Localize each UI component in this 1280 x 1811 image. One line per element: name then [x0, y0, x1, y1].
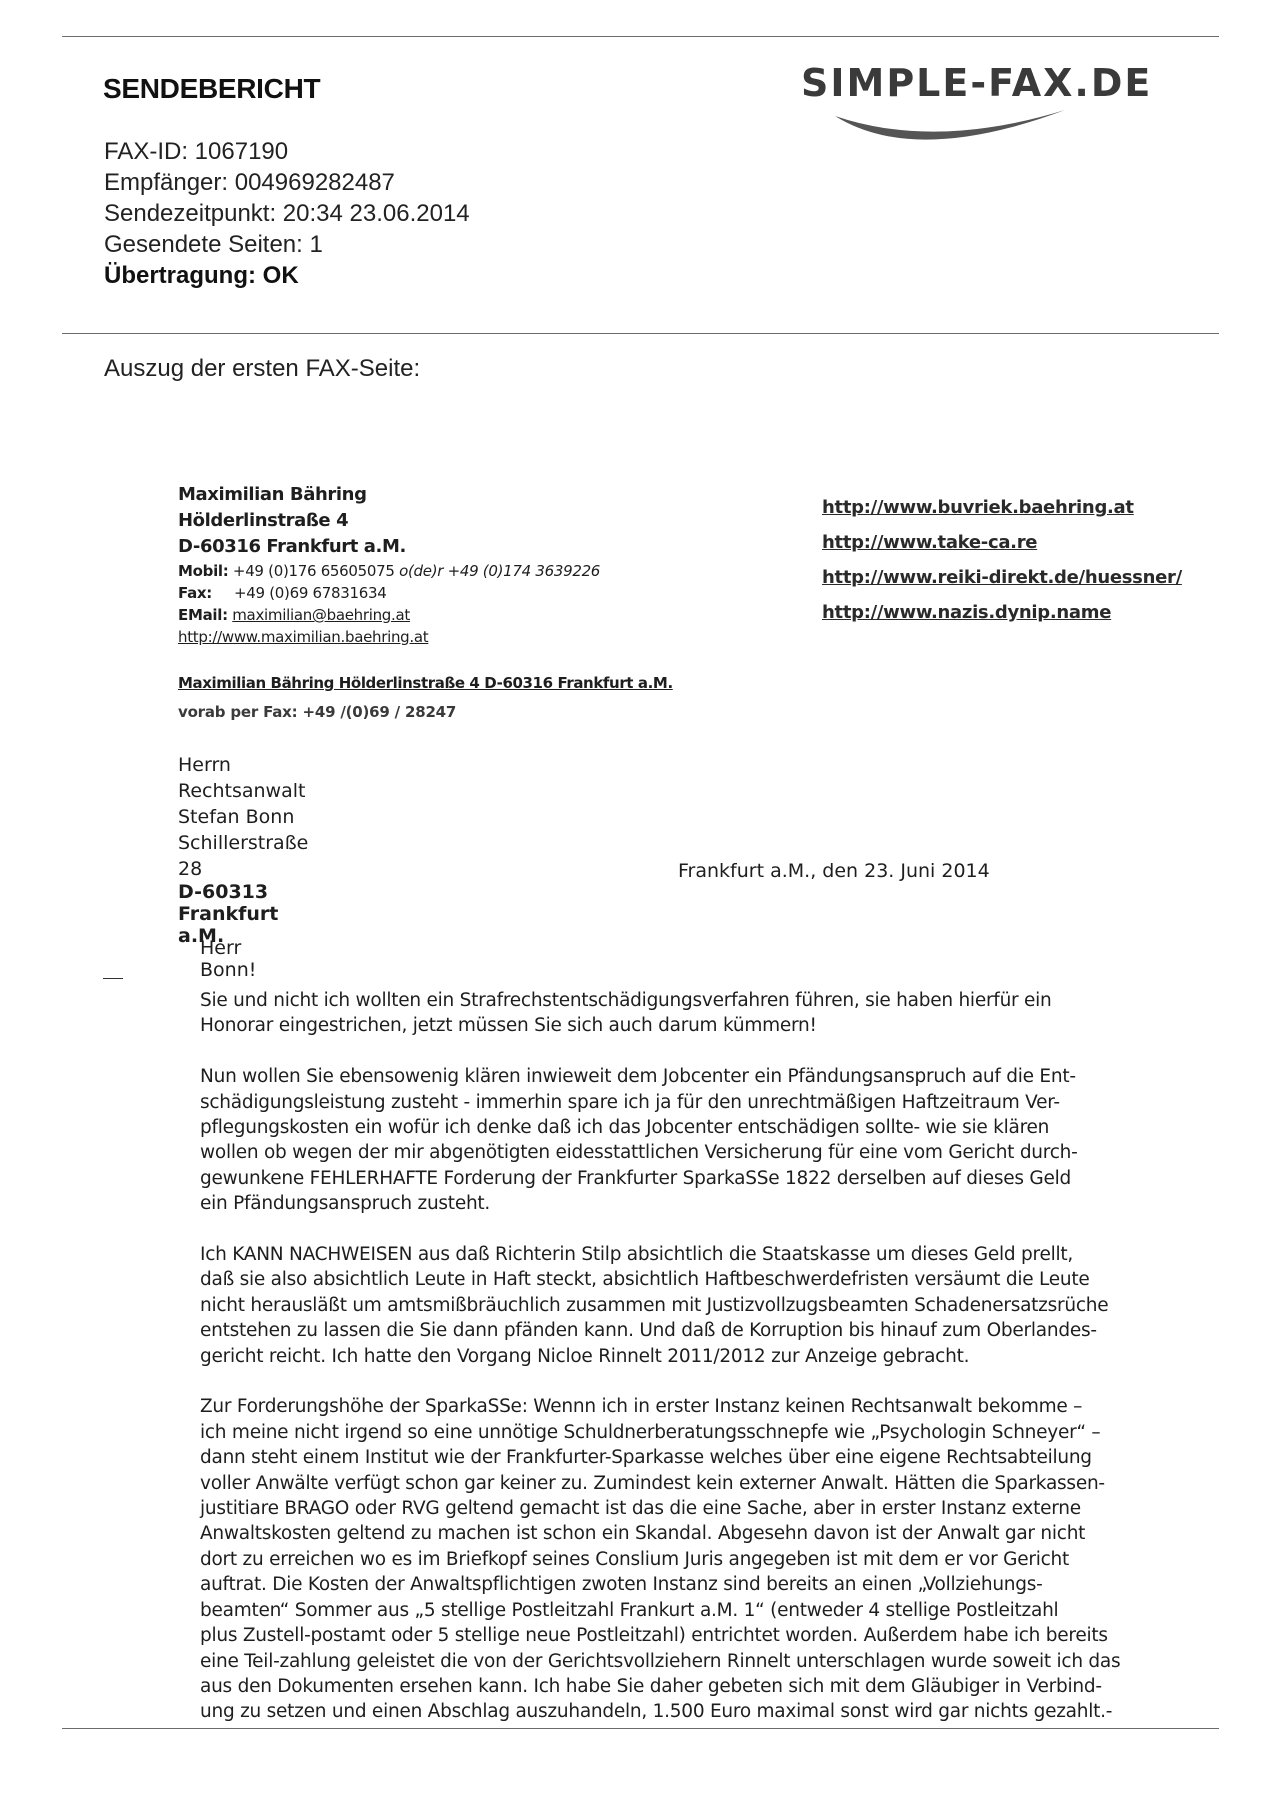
recipient-line: Herrn: [178, 754, 231, 776]
body-line: wollen ob wegen der mir abgenötigten eidesstattlichen Versicherung für eine vom Gericht durch-: [200, 1142, 1078, 1164]
middle-divider: [62, 333, 1219, 334]
body-line: Sie und nicht ich wollten ein Strafrechstentschädigungsverfahren führen, sie haben hierfür ein: [200, 990, 1052, 1011]
link-nazis-dynip[interactable]: http://www.nazis.dynip.name: [822, 602, 1112, 623]
link-reiki-direkt[interactable]: http://www.reiki-direkt.de/huessner/: [822, 567, 1182, 588]
body-paragraph: [200, 1394, 1135, 1724]
sender-city: D-60316 Frankfurt a.M.: [178, 536, 406, 557]
salutation: Herr Bonn!: [200, 937, 257, 981]
sender-name: Maximilian Bähring: [178, 484, 367, 505]
sender-mobile: Mobil: +49 (0)176 65605075 o(de)r +49 (0)174 3639226: [178, 562, 601, 580]
fax-id: FAX-ID: 1067190: [104, 138, 289, 165]
body-line: Honorar eingestrichen, jetzt müssen Sie sich auch darum kümmern!: [200, 1015, 817, 1037]
body-line: entstehen zu lassen die Sie dann pfänden kann. Und daß de Korruption bis hinauf zum Oberlandes-: [200, 1320, 1097, 1342]
header-links: [822, 490, 1182, 630]
fold-mark: [103, 978, 123, 979]
body-line: daß sie also absichtlich Leute in Haft steckt, absichtlich Haftbeschwerdefristen versäumt die Leute: [200, 1269, 1090, 1291]
letter-body: [200, 988, 1135, 1750]
body-paragraph: [200, 988, 1135, 1039]
body-line: pflegungskosten ein wofür ich denke daß ich das Jobcenter entschädigen sollte- wie sie klären: [200, 1117, 1050, 1139]
body-line: ung zu setzen und einen Abschlag auszuhandeln, 1.500 Euro maximal sonst wird gar nichts gezahlt.-: [200, 1701, 1113, 1723]
recipient-block: [178, 752, 308, 882]
recipient-line: Stefan Bonn: [178, 806, 295, 828]
return-address: Maximilian Bähring Hölderlinstraße 4 D-60316 Frankfurt a.M.: [178, 674, 673, 692]
recipient-line: Rechtsanwalt: [178, 780, 306, 802]
body-line: dann steht einem Institut wie der Frankfurter-Sparkasse welches über eine eigene Rechtsabteilung: [200, 1447, 1092, 1469]
body-line: Zur Forderungshöhe der SparkaSSe: Wennn ich in erster Instanz keinen Rechtsanwalt bekomme –: [200, 1396, 1083, 1418]
letter-date: Frankfurt a.M., den 23. Juni 2014: [678, 860, 990, 882]
transmission-status: Übertragung: OK: [104, 262, 299, 289]
body-line: gewunkene FEHLERHAFTE Forderung der Frankfurter SparkaSSe 1822 derselben auf dieses Geld: [200, 1167, 1071, 1189]
body-line: Nun wollen Sie ebensowenig klären inwieweit dem Jobcenter ein Pfändungsanspruch auf die Ent-: [200, 1066, 1076, 1088]
logo-text: SIMPLE-FAX.DE: [801, 61, 1153, 105]
body-line: dort zu erreichen wo es im Briefkopf seines Conslium Juris angegeben ist mit dem er vor Gericht: [200, 1548, 1070, 1570]
body-line: beamten“ Sommer aus „5 stellige Postleitzahl Frankurt a.M. 1“ (entweder 4 stellige Postleitzahl: [200, 1599, 1059, 1621]
body-line: voller Anwälte verfügt schon gar keiner zu. Zumindest kein externer Anwalt. Hätten die Sparkassen-: [200, 1472, 1105, 1494]
sender-fax: Fax: +49 (0)69 67831634: [178, 584, 387, 602]
body-line: schädigungsleistung zusteht - immerhin spare ich ja für den unrechtmäßigen Haftzeitraum Ver-: [200, 1091, 1060, 1113]
body-line: justitiare BRAGO oder RVG geltend gemacht ist das die eine Sache, aber in erster Instanz externe: [200, 1498, 1081, 1520]
body-line: ein Pfändungsanspruch zusteht.: [200, 1193, 491, 1215]
sender-website-link[interactable]: http://www.maximilian.baehring.at: [178, 628, 429, 646]
report-title: SENDEBERICHT: [103, 73, 321, 104]
body-line: auftrat. Die Kosten der Anwaltspflichtigen zwoten Instanz sind bereits an einen „Vollziehungs-: [200, 1574, 1043, 1596]
bottom-divider: [62, 1728, 1219, 1729]
send-time: Sendezeitpunkt: 20:34 23.06.2014: [104, 200, 470, 227]
recipient-number: Empfänger: 004969282487: [104, 169, 395, 196]
excerpt-label: Auszug der ersten FAX-Seite:: [104, 355, 421, 382]
recipient-line: Schillerstraße 28: [178, 832, 309, 880]
body-line: ich meine nicht irgend so eine unnötige Schuldnerberatungsschnepfe wie „Psychologin Schneyer“ –: [200, 1421, 1101, 1443]
sender-street: Hölderlinstraße 4: [178, 510, 349, 531]
body-line: aus den Dokumenten ersehen kann. Ich habe Sie daher gebeten sich mit dem Gläubiger in Verbind-: [200, 1675, 1102, 1697]
advance-fax-note: vorab per Fax: +49 /(0)69 / 28247: [178, 703, 457, 721]
body-line: plus Zustell-postamt oder 5 stellige neue Postleitzahl) entrichtet worden. Außerdem habe ich bereits: [200, 1625, 1108, 1647]
body-line: eine Teil-zahlung geleistet die von der Gerichtsvollziehern Rinnelt unterschlagen wurde soweit ich das: [200, 1650, 1121, 1672]
sender-block: [178, 482, 698, 648]
sender-email: EMail: maximilian@baehring.at: [178, 606, 410, 624]
body-line: Anwaltskosten geltend zu machen ist schon ein Skandal. Abgesehn davon ist der Anwalt gar nicht: [200, 1523, 1086, 1545]
report-meta: [104, 136, 470, 291]
body-paragraph: [200, 1242, 1135, 1369]
pages-sent: Gesendete Seiten: 1: [104, 231, 323, 258]
recipient-city: D-60313 Frankfurt a.M.: [178, 881, 279, 947]
body-line: gericht reicht. Ich hatte den Vorgang Nicloe Rinnelt 2011/2012 zur Anzeige gebracht.: [200, 1345, 970, 1367]
body-paragraph: [200, 1064, 1135, 1216]
email-link[interactable]: maximilian@baehring.at: [232, 606, 410, 624]
link-buvriek[interactable]: http://www.buvriek.baehring.at: [822, 497, 1134, 518]
body-line: Ich KANN NACHWEISEN aus daß Richterin Stilp absichtlich die Staatskasse um dieses Geld prellt,: [200, 1244, 1074, 1266]
simple-fax-logo: [795, 58, 1205, 158]
body-line: nicht herausläßt um amtsmißbräuchlich zusammen mit Justizvollzugsbeamten Schadenersatzsrüche: [200, 1294, 1109, 1316]
top-divider: [62, 36, 1219, 37]
link-take-ca[interactable]: http://www.take-ca.re: [822, 532, 1038, 553]
